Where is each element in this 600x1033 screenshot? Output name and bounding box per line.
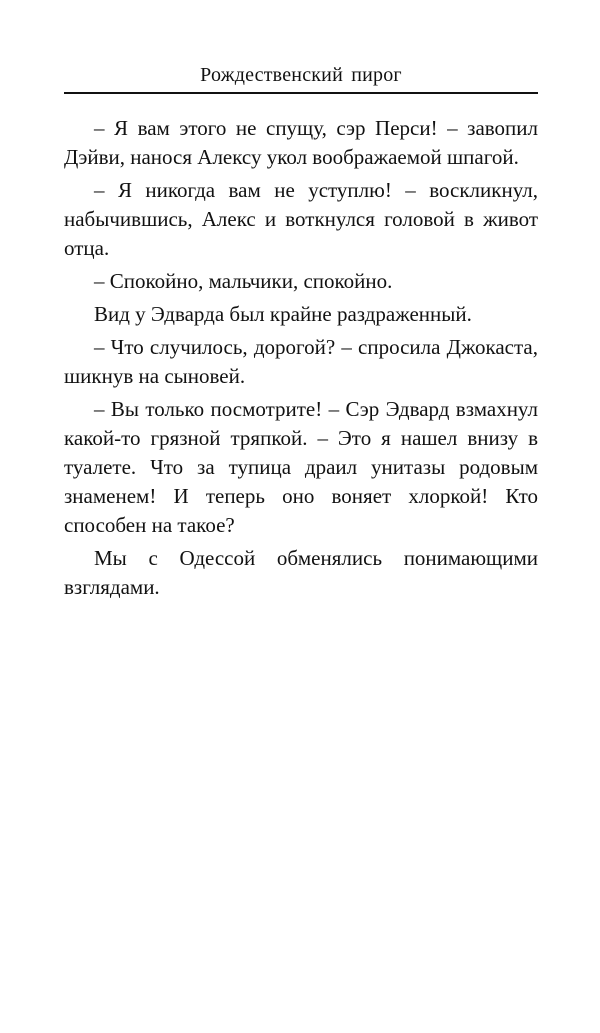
paragraph-2: – Я никогда вам не уступлю! – воскликнул, набычившись, Алекс и воткнулся головой в живот отца.	[64, 178, 538, 260]
paragraph-7: Мы с Одессой обменялись понимающими взглядами.	[64, 546, 538, 599]
paragraph-4: Вид у Эдварда был крайне раздраженный.	[94, 302, 472, 326]
book-page	[64, 62, 538, 606]
paragraph-3: – Спокойно, мальчики, спокойно.	[94, 269, 393, 293]
body-text	[64, 114, 538, 602]
paragraph-5: – Что случилось, дорогой? – спросила Джокаста, шикнув на сыновей.	[64, 335, 538, 388]
paragraph-6: – Вы только посмотрите! – Сэр Эдвард взмахнул какой-то грязной тряпкой. – Это я нашел внизу в туалете. Что за тупица драил унитазы родовым знаменем! И теперь оно воняет хлоркой! Кто способен на такое?	[64, 397, 538, 537]
paragraph-1: – Я вам этого не спущу, сэр Перси! – завопил Дэйви, нанося Алексу укол воображаемой шпагой.	[64, 116, 538, 169]
running-head-title: Рождественский пирог	[64, 62, 538, 94]
